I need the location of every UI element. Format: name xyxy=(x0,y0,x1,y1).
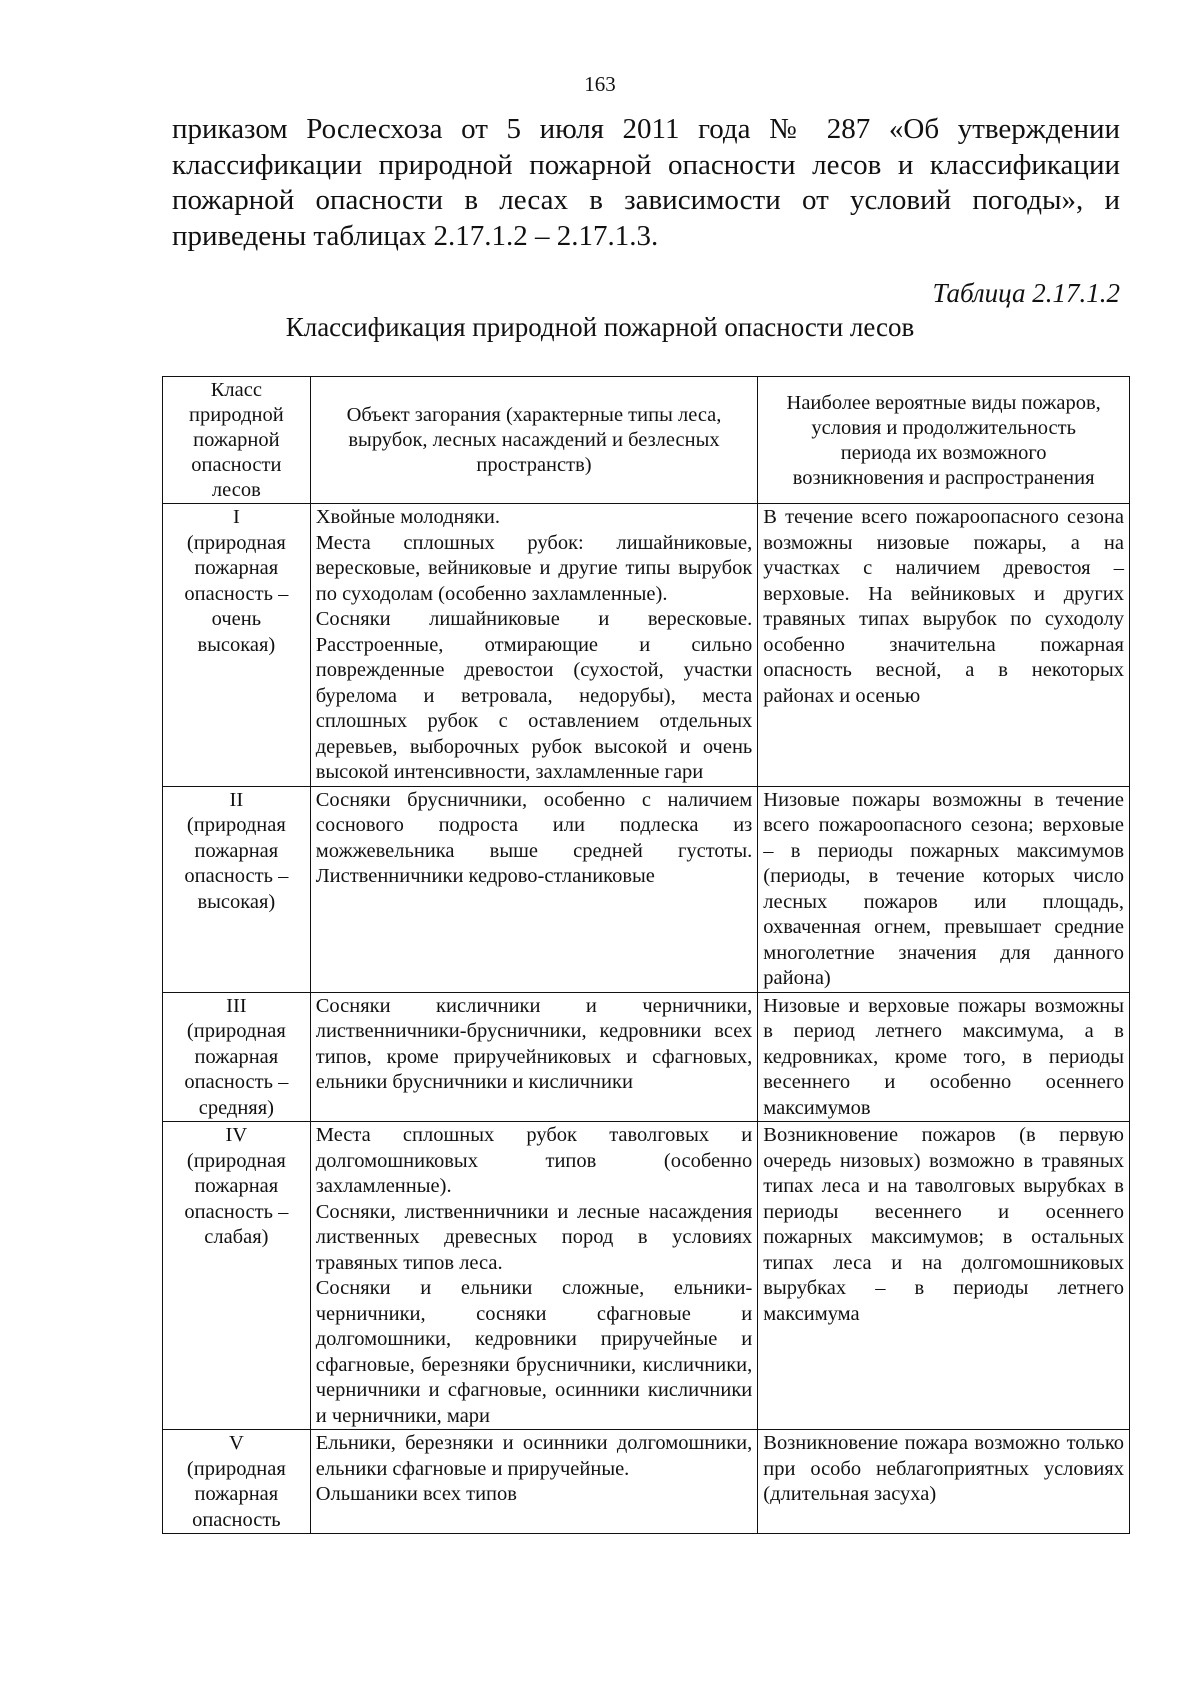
fire-cell xyxy=(758,504,1130,787)
object-cell xyxy=(310,1430,758,1534)
object-paragraph: Хвойные молодняки. xyxy=(315,506,500,528)
class-numeral: V xyxy=(228,1432,244,1454)
object-cell xyxy=(310,504,758,787)
fire-description: Возникновение пожаров (в первую очередь низовых) возможно в травяных типах леса и на таволговых вырубках в периоды весеннего и осеннего пожарных максимумов; в остальных типах леса и на долгомошниковых вырубках – в периоды летнего максимума xyxy=(763,1124,1124,1325)
class-cell xyxy=(163,786,311,992)
class-cell xyxy=(163,504,311,787)
table-row xyxy=(163,1122,1130,1430)
object-paragraph: Ельники, березняки и осинники долгомошники, ельники сфагновые и приручейные. xyxy=(315,1432,753,1480)
header-class: Класс природной пожарной опасности лесов xyxy=(163,377,311,504)
fire-cell xyxy=(758,992,1130,1122)
object-paragraph: Ольшаники всех типов xyxy=(315,1483,517,1505)
fire-cell xyxy=(758,1122,1130,1430)
classification-table xyxy=(162,376,1130,1534)
header-fire-types: Наиболее вероятные виды пожаров, условия и продолжительность периода их возможного возникновения и распространения xyxy=(758,377,1130,504)
class-numeral: III xyxy=(226,994,247,1017)
fire-cell xyxy=(758,1430,1130,1534)
object-paragraph: Места сплошных рубок таволговых и долгомошниковых типов (особенно захламленные). xyxy=(315,1124,753,1197)
fire-description: Возникновение пожара возможно только при особо неблагоприятных условиях (длительная засуха) xyxy=(763,1432,1124,1505)
object-cell xyxy=(310,786,758,992)
table-row xyxy=(163,1430,1130,1534)
class-numeral: IV xyxy=(225,1124,248,1146)
object-paragraph: Сосняки брусничники, особенно с наличием соснового подроста или подлеска из можжевельника выше средней густоты. Лиственничники кедрово-стланиковые xyxy=(315,788,753,887)
class-numeral: II xyxy=(229,788,244,811)
fire-cell xyxy=(758,786,1130,992)
intro-paragraph: приказом Рослесхоза от 5 июля 2011 года № 287 «Об утверждении классификации природной пожарной опасности лесов и классификации пожарной опасности в лесах в зависимости от условий погоды», и приведены таблицах 2.17.1.2 – 2.17.1.3. xyxy=(172,113,1120,252)
class-cell xyxy=(163,1430,311,1534)
object-paragraph: Сосняки лишайниковые и вересковые. Расстроенные, отмирающие и сильно поврежденные древостои (сухостой, участки бурелома и ветровала, недорубы), места сплошных рубок с оставлением отдельных деревьев, выборочных рубок высокой и очень высокой интенсивности, захламленные гари xyxy=(315,608,753,783)
object-paragraph: Места сплошных рубок: лишайниковые, вересковые, вейниковые и другие типы вырубок по суходолам (особенно захламленные). xyxy=(315,531,753,605)
object-cell xyxy=(310,992,758,1122)
table-label: Таблица 2.17.1.2 xyxy=(932,278,1120,308)
table-row xyxy=(163,786,1130,992)
class-description: (природная пожарная опасность – очень высокая) xyxy=(184,531,289,656)
header-object: Объект загорания (характерные типы леса, вырубок, лесных насаждений и безлесных пространств) xyxy=(310,377,758,504)
table-title: Классификация природной пожарной опасности лесов xyxy=(285,312,915,342)
page-number: 163 xyxy=(584,72,616,96)
class-description: (природная пожарная опасность – слабая) xyxy=(184,1149,289,1248)
class-numeral: I xyxy=(232,506,240,528)
object-paragraph: Сосняки кисличники и черничники, лиственничники-брусничники, кедровники всех типов, кроме приручейниковых и сфагновых, ельники брусничники и кисличники xyxy=(315,994,753,1093)
class-description: (природная пожарная опасность – высокая) xyxy=(184,814,289,913)
object-paragraph: Сосняки, лиственничники и лесные насаждения лиственных древесных пород в условиях травяных типов леса. xyxy=(315,1200,753,1274)
class-description: (природная пожарная опасность – средняя) xyxy=(184,1020,289,1119)
fire-description: В течение всего пожароопасного сезона возможны низовые пожары, а на участках с наличием древостоя – верховые. На вейниковых и других травяных типах вырубок по суходолу особенно значительна пожарная опасность весной, а в некоторых районах и осенью xyxy=(763,506,1124,707)
class-description: (природная пожарная опасность xyxy=(186,1457,286,1531)
class-cell xyxy=(163,992,311,1122)
fire-description: Низовые и верховые пожары возможны в период летнего максимума, а в кедровниках, кроме того, в периоды весеннего и особенно осеннего максимумов xyxy=(763,994,1124,1119)
object-cell xyxy=(310,1122,758,1430)
table-row xyxy=(163,504,1130,787)
fire-description: Низовые пожары возможны в течение всего пожароопасного сезона; верховые – в периоды пожарных максимумов (периоды, в течение которых число лесных пожаров или площадь, охваченная огнем, превышает средние многолетние значения для данного района) xyxy=(763,788,1124,989)
object-paragraph: Сосняки и ельники сложные, ельники-черничники, сосняки сфагновые и долгомошники, кедровники приручейные и сфагновые, березняки брусничники, кисличники, черничники и сфагновые, осинники кисличники и черничники, мари xyxy=(315,1277,753,1427)
table-row xyxy=(163,992,1130,1122)
class-cell xyxy=(163,1122,311,1430)
table-header-row xyxy=(163,377,1130,504)
